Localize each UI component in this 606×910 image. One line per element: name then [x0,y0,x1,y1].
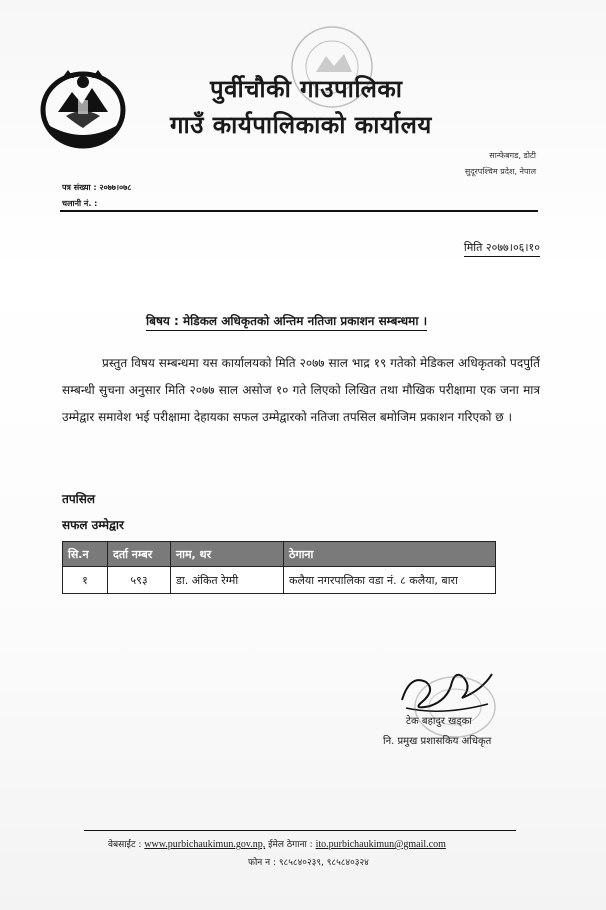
office-subtitle: गाउँ कार्यपालिकाको कार्यालय [170,111,432,139]
email-label: ईमेल ठेगाना : [268,840,313,850]
footer-phone: फोन न : ९८५८४०२३९, ९८५८४०३२४ [248,858,369,868]
email-link[interactable]: ito.purbichaukimun@gmail.com [315,839,446,850]
header-divider [60,210,538,212]
table-title: सफल उम्मेद्वार [62,518,124,532]
col-header-address: ठेगाना [284,542,496,567]
table-header-row [63,542,496,567]
letter-number: पत्र संख्या : २०७७।०७८ [62,183,132,192]
col-header-reg-no: दर्ता नम्बर [108,542,171,567]
results-table [62,541,496,594]
cell-reg-no: ५९३ [108,567,171,594]
province-line: सुदूरपश्चिम प्रदेश, नेपाल [464,167,536,176]
details-heading: तपसिल [62,492,96,506]
cell-address: कलैया नगरपालिका वडा नं. ८ कलैया, बारा [284,567,496,594]
official-seal-icon [410,672,500,742]
website-label: वेबसाईट : [108,840,142,850]
footer-divider [84,830,516,831]
letter-date: मिति २०७७।०६।१० [464,240,540,257]
website-link[interactable]: www.purbichaukimun.gov.np, [144,839,266,850]
office-name: पुर्वीचौकी गाउपालिका [210,75,403,103]
table-row [63,567,496,594]
cell-serial: १ [63,567,108,594]
dispatch-number: चलानी नं. : [62,199,98,208]
cell-name: डा. अंकित रेग्मी [171,567,284,594]
letter-body: प्रस्तुत विषय सम्बन्धमा यस कार्यालयको मिति २०७७ साल भाद्र १९ गतेको मेडिकल अधिकृतको पदपुर्ति सम्बन्धी सुचना अनुसार मिति २०७७ साल असोज १० गते लिएको लिखित तथा मौखिक परीक्षामा एक जना मात्र उम्मेद्वार समावेश भई परीक्षामा देहायका सफल उम्मेद्वारको नतिजा तपसिल बमोजिम प्रकाशन गरिएको छ । [62,356,540,424]
signatory-title: नि. प्रमुख प्रशासकिय अधिकृत [383,736,492,747]
col-header-name: नाम, थर [171,542,284,567]
footer-contact [108,837,446,850]
letter-subject: बिषय : मेडिकल अधिकृतको अन्तिम नतिजा प्रकाशन सम्बन्धमा । [146,312,427,331]
col-header-serial: सि.न [63,542,108,567]
nepal-emblem-icon [38,66,128,150]
address-line: सान्फेबगड, डोटी [489,151,536,160]
signatory-name: टेक बहादुर खड्का [406,716,472,727]
